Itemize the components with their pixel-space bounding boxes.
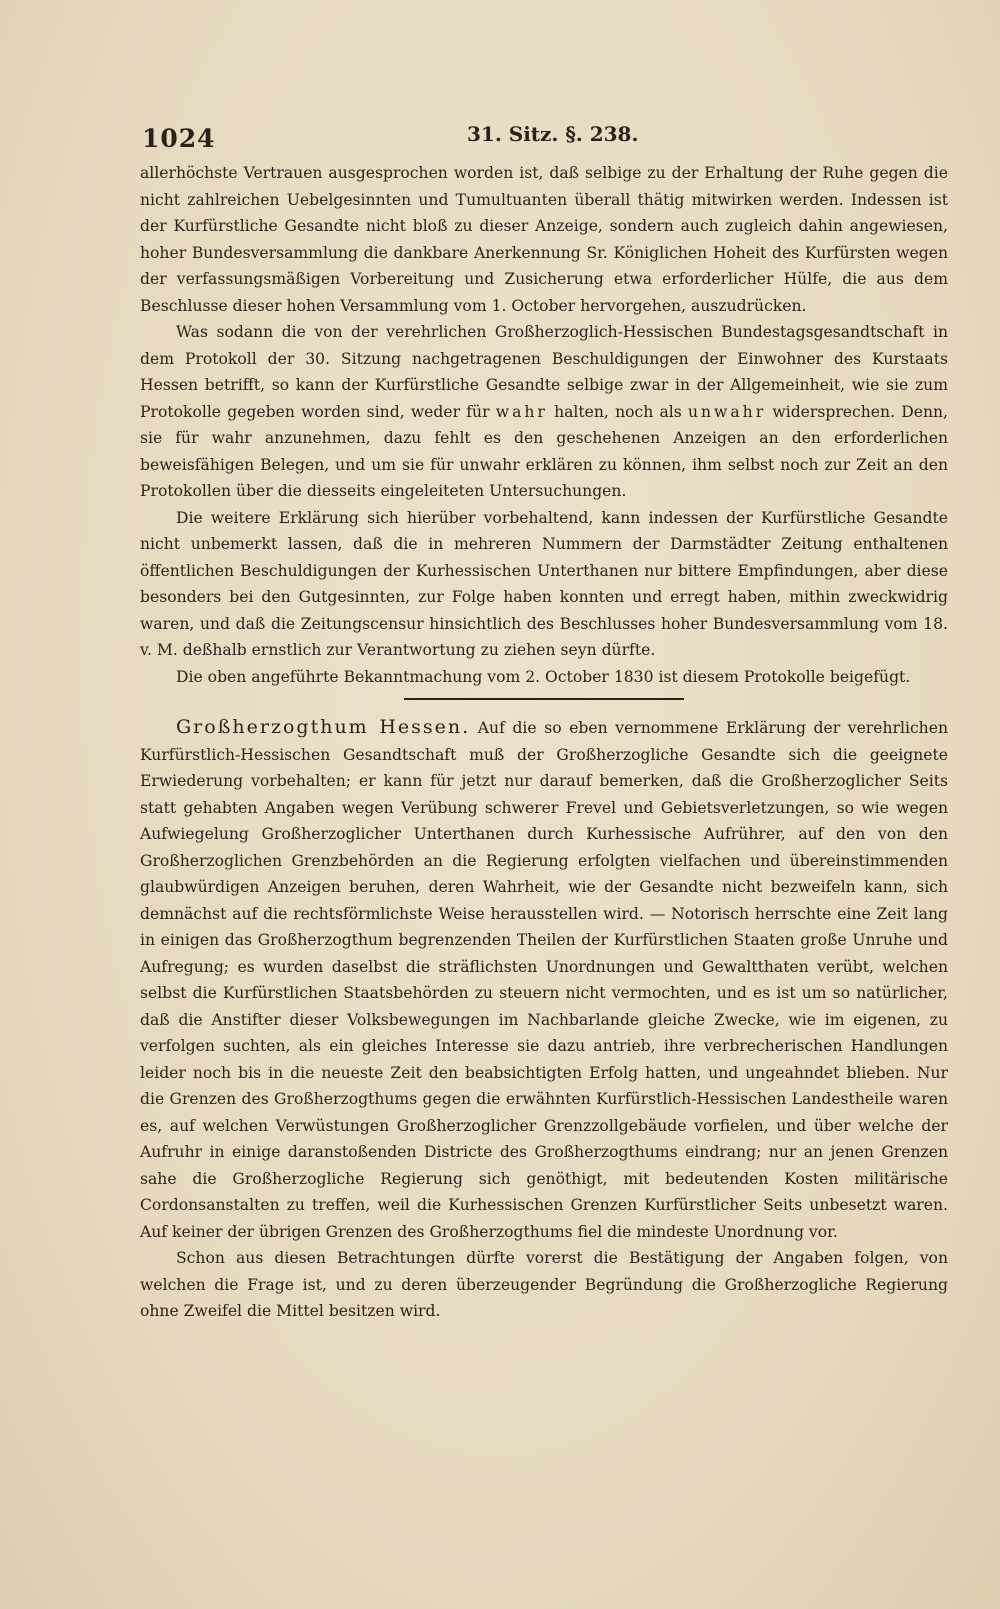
paragraph-hessen-reply xyxy=(140,714,948,1245)
paragraph-text: halten, noch als xyxy=(554,402,682,421)
running-head: 31. Sitz. §. 238. xyxy=(467,122,639,146)
emphasis-unwahr: unwahr xyxy=(687,402,767,421)
paragraph-further-declaration: Die weitere Erklärung sich hierüber vorbehaltend, kann indessen der Kurfürstliche Gesandte nicht unbemerkt lassen, daß die in mehreren Nummern der Darmstädter Zeitung enthaltenen öffentlichen Beschuldigungen der Kurhessischen Unterthanen nur bittere Empfindungen, aber diese besonders bei den Gutgesinnten, zur Folge haben konnten und erregt haben, mithin zweckwidrig waren, und daß die Zeitungscensur hinsichtlich des Beschlusses hoher Bundesversammlung vom 18. v. M. deßhalb ernstlich zur Verantwortung zu ziehen seyn dürfte. xyxy=(140,508,948,659)
paragraph-accusations xyxy=(140,319,948,505)
page-header xyxy=(137,120,937,154)
paragraph-annex-note: Die oben angeführte Bekanntmachung vom 2. October 1830 ist diesem Protokolle beigefügt. xyxy=(176,667,911,686)
page-body xyxy=(140,160,948,1325)
page-number: 1024 xyxy=(142,124,216,153)
section-heading: Großherzogthum Hessen. xyxy=(176,716,471,738)
paragraph-text: Was sodann die von der verehrlichen Großherzoglich-Hessischen Bundestagsgesandtschaft in dem Protokoll der 30. Sitzung nachgetragenen Beschuldigungen der Einwohner des Kurstaats Hessen betrifft, so kann der Kurfürstliche Gesandte selbige zwar in der Allgemeinheit, wie sie zum Protokolle gegeben worden sind, weder für xyxy=(140,323,948,421)
paragraph-text: widersprechen. Denn, sie für wahr anzunehmen, dazu fehlt es den geschehenen Anzeigen an den erforderlichen beweisfähigen Belegen, und um sie für unwahr erklären zu können, ihm selbst noch zur Zeit an den Protokollen über die diesseits eingeleiteten Untersuchungen. xyxy=(140,402,948,500)
paragraph-conclusion: Schon aus diesen Betrachtungen dürfte vorerst die Bestätigung der Angaben folgen, von welchen die Frage ist, und zu deren überzeugender Begründung die Großherzogliche Regierung ohne Zweifel die Mittel besitzen wird. xyxy=(140,1249,948,1320)
paragraph-continuation: allerhöchste Vertrauen ausgesprochen worden ist, daß selbige zu der Erhaltung der Ruhe gegen die nicht zahlreichen Uebelgesinnten und Tumultuanten überall thätig mitwirken werden. Indessen ist der Kurfürstliche Gesandte nicht bloß zu dieser Anzeige, sondern auch zugleich dahin angewiesen, hoher Bundesversammlung die dankbare Anerkennung Sr. Königlichen Hoheit des Kurfürsten wegen der verfassungsmäßigen Vorbereitung und Zusicherung etwa erforderlicher Hülfe, die aus dem Beschlusse dieser hohen Versammlung vom 1. October hervorgehen, auszudrücken. xyxy=(140,164,948,315)
paragraph-text: Auf die so eben vernommene Erklärung der verehrlichen Kurfürstlich-Hessischen Gesandtschaft muß der Großherzogliche Gesandte sich die geeignete Erwiederung vorbehalten; er kann für jetzt nur darauf bemerken, daß die Großherzoglicher Seits statt gehabten Angaben wegen Verübung schwerer Frevel und Gebietsverletzungen, so wie wegen Aufwiegelung Großherzoglicher Unterthanen durch Kurhessische Aufrührer, auf den von den Großherzoglichen Grenzbehörden an die Regierung erfolgten vielfachen und übereinstimmenden glaubwürdigen Anzeigen beruhen, deren Wahrheit, wie der Gesandte nicht bezweifeln kann, sich demnächst auf die rechtsförmlichste Weise herausstellen wird. — Notorisch herrschte eine Zeit lang in einigen das Großherzogthum begrenzenden Theilen der Kurfürstlichen Staaten große Unruhe und Aufregung; es wurden daselbst die sträflichsten Unordnungen und Gewaltthaten verübt, welchen selbst die Kurfürstlichen Staatsbehörden zu steuern nicht vermochten, und es ist um so natürlicher, daß die Anstifter dieser Volksbewegungen im Nachbarlande gleiche Zwecke, wie im eigenen, zu verfolgen suchten, als ein gleiches Interesse sie dazu antrieb, ihre verbrecherischen Handlungen leider noch bis in die neueste Zeit den beabsichtigten Erfolg hatten, und ungeahndet blieben. Nur die Grenzen des Großherzogthums gegen die erwähnten Kurfürstlich-Hessischen Landestheile waren es, auf welchen Verwüstungen Großherzoglicher Grenzzollgebäude vorfielen, und über welche der Aufruhr in einige daranstoßenden Districte des Großherzogthums eindrang; nur an jenen Grenzen sahe die Großherzogliche Regierung sich genöthigt, mit bedeutenden Kosten militärische Cordonsanstalten zu treffen, weil die Kurhessischen Grenzen Kurfürstlicher Seits unbesetzt waren. Auf keiner der übrigen Grenzen des Großherzogthums fiel die mindeste Unordnung vor. xyxy=(140,719,948,1241)
section-divider xyxy=(404,698,684,700)
emphasis-wahr: wahr xyxy=(495,402,548,421)
